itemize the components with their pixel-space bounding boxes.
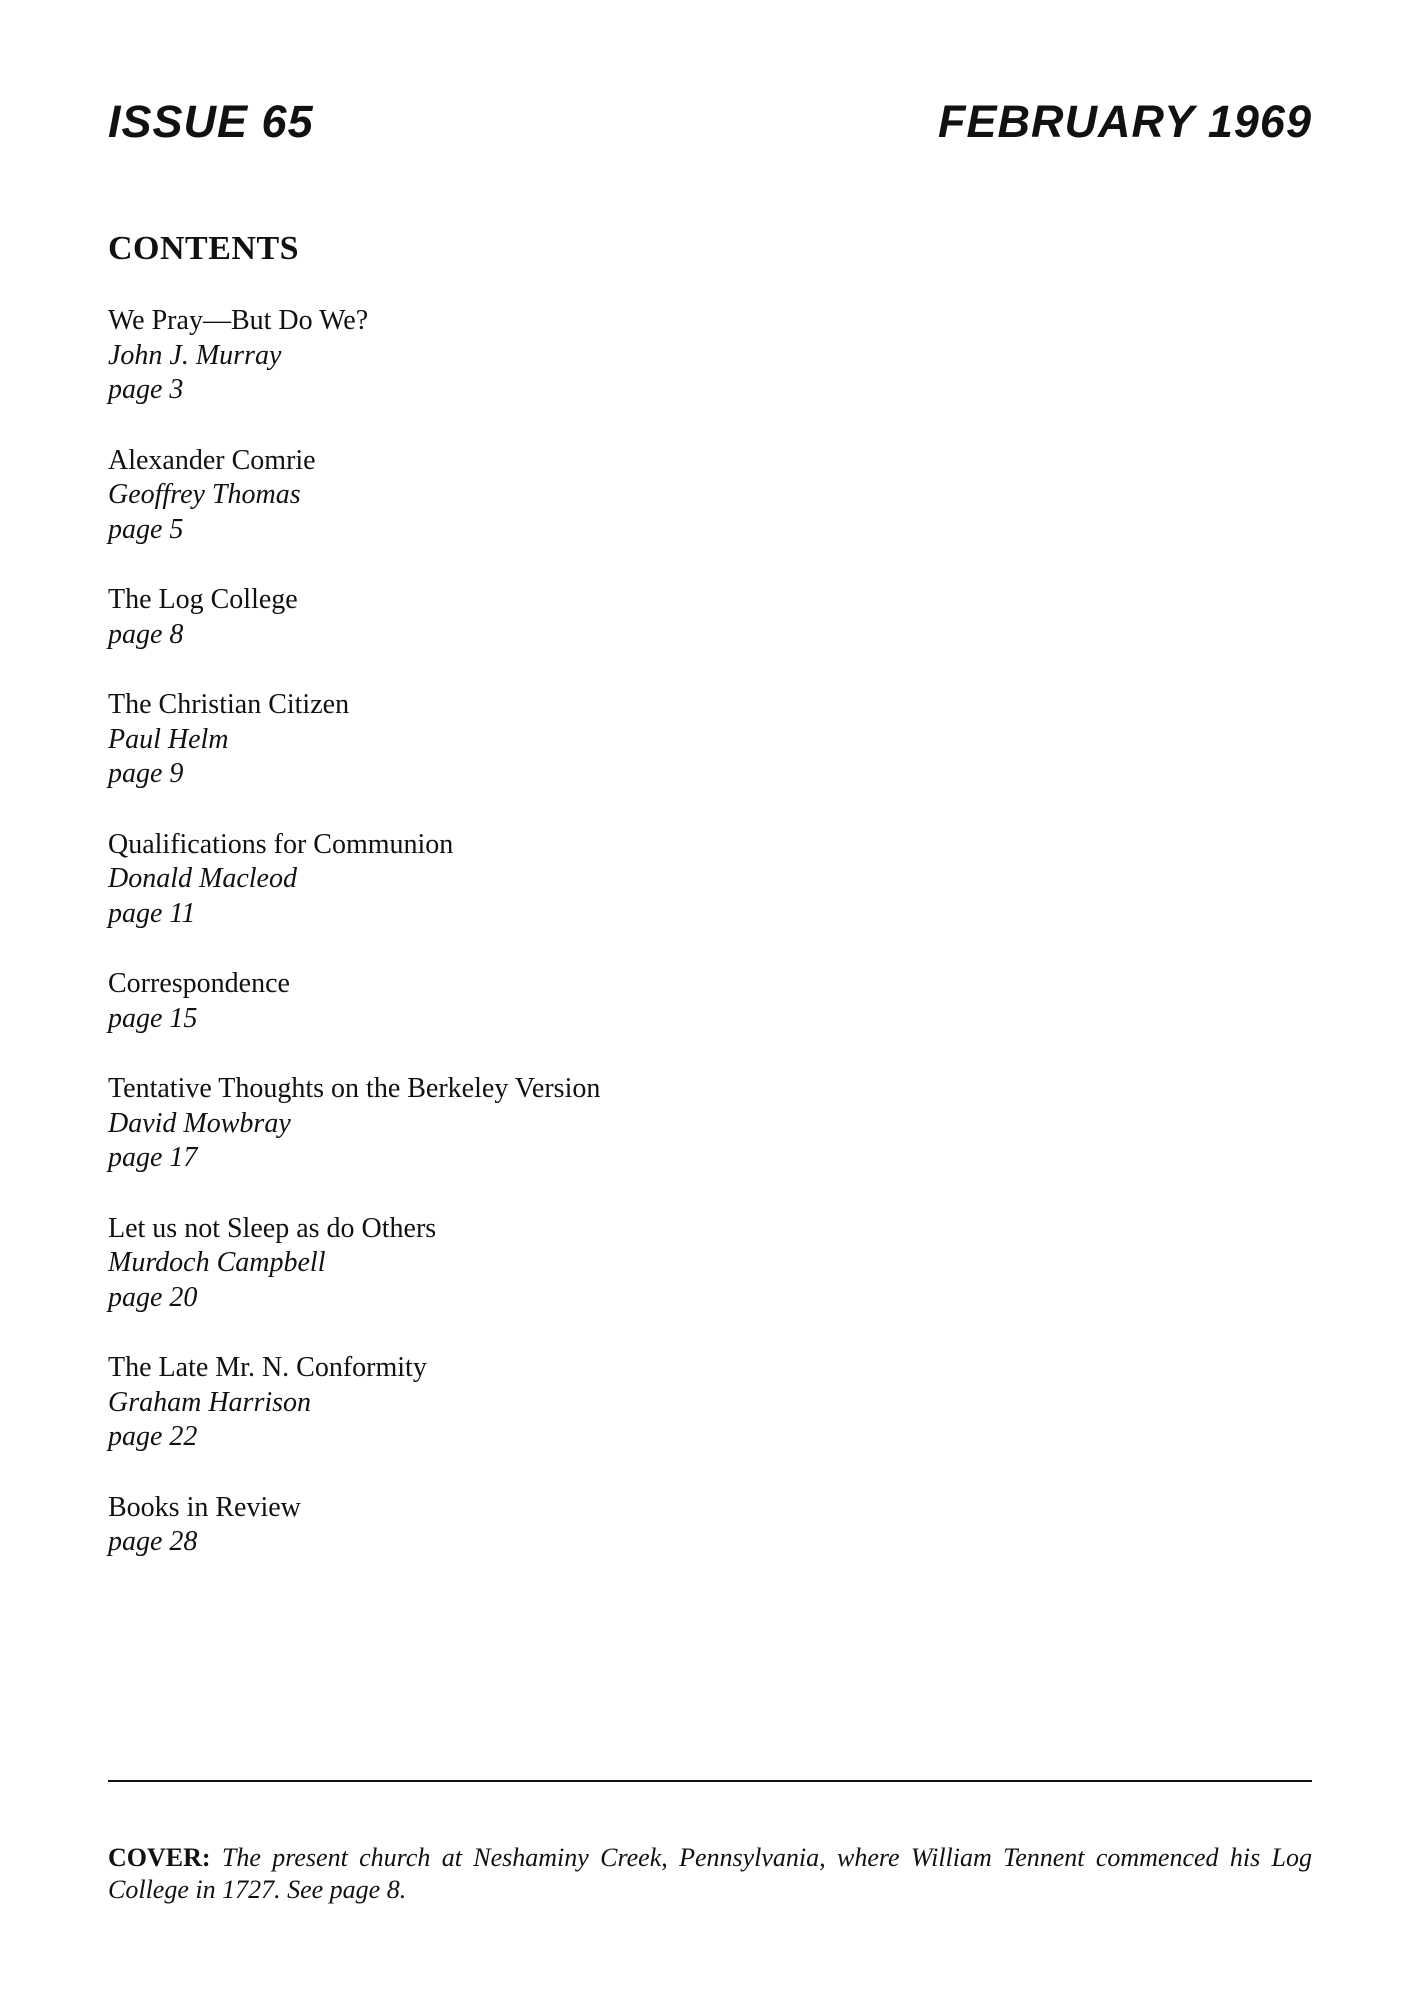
toc-entry-title: The Christian Citizen xyxy=(108,689,350,720)
toc-entry-page: page 15 xyxy=(108,1002,198,1034)
toc-entry xyxy=(108,688,1008,792)
toc-entry-title: We Pray—But Do We? xyxy=(108,305,369,336)
toc-entry-author: Donald Macleod xyxy=(108,863,297,894)
toc-entry xyxy=(108,1351,1008,1455)
toc-entry xyxy=(108,583,1008,652)
toc-entry-page: page 22 xyxy=(108,1421,198,1452)
toc-entry-page: page 8 xyxy=(108,618,184,650)
toc-entry-page: page 9 xyxy=(108,758,184,789)
toc-entry xyxy=(108,967,1008,1036)
contents-heading: CONTENTS xyxy=(108,230,300,267)
toc-entry-page: page 11 xyxy=(108,897,196,929)
toc-entry-title: Tentative Thoughts on the Berkeley Version xyxy=(108,1073,601,1104)
toc-entry xyxy=(108,1212,1008,1316)
toc-entry xyxy=(108,1072,1008,1176)
toc-entry-author: Murdoch Campbell xyxy=(108,1247,326,1278)
toc-entry xyxy=(108,828,1008,932)
cover-text: The present church at Neshaminy Creek, Pennsylvania, where William Tennent commenced his Log College in 1727. See page 8. xyxy=(108,1843,1313,1904)
toc-entry-page: page 5 xyxy=(108,513,184,545)
toc-entry-title: The Late Mr. N. Conformity xyxy=(108,1352,427,1383)
toc-entry-title: Let us not Sleep as do Others xyxy=(108,1212,437,1244)
issue-number: ISSUE 65 xyxy=(108,96,314,147)
table-of-contents xyxy=(108,304,1008,1596)
toc-entry xyxy=(108,1491,1008,1560)
toc-entry-author: David Mowbray xyxy=(108,1107,291,1139)
toc-entry-title: The Log College xyxy=(108,584,298,615)
toc-entry-title: Qualifications for Communion xyxy=(108,828,454,860)
toc-entry-page: page 3 xyxy=(108,374,184,405)
toc-entry-author: Graham Harrison xyxy=(108,1386,312,1418)
issue-date: FEBRUARY 1969 xyxy=(938,96,1312,147)
toc-entry-page: page 17 xyxy=(108,1142,198,1173)
toc-entry-title: Alexander Comrie xyxy=(108,444,316,476)
toc-entry-title: Books in Review xyxy=(108,1491,301,1523)
toc-entry-author: Paul Helm xyxy=(108,723,229,755)
toc-entry-page: page 28 xyxy=(108,1526,198,1557)
toc-entry xyxy=(108,444,1008,548)
cover-caption xyxy=(108,1842,1312,1906)
toc-entry-title: Correspondence xyxy=(108,968,290,999)
toc-entry-author: Geoffrey Thomas xyxy=(108,479,301,510)
footer-divider xyxy=(108,1780,1312,1782)
cover-label: COVER: xyxy=(108,1843,211,1872)
issue-header xyxy=(108,96,1312,148)
toc-entry-page: page 20 xyxy=(108,1281,198,1313)
toc-entry-author: John J. Murray xyxy=(108,339,282,371)
toc-entry xyxy=(108,304,1008,408)
